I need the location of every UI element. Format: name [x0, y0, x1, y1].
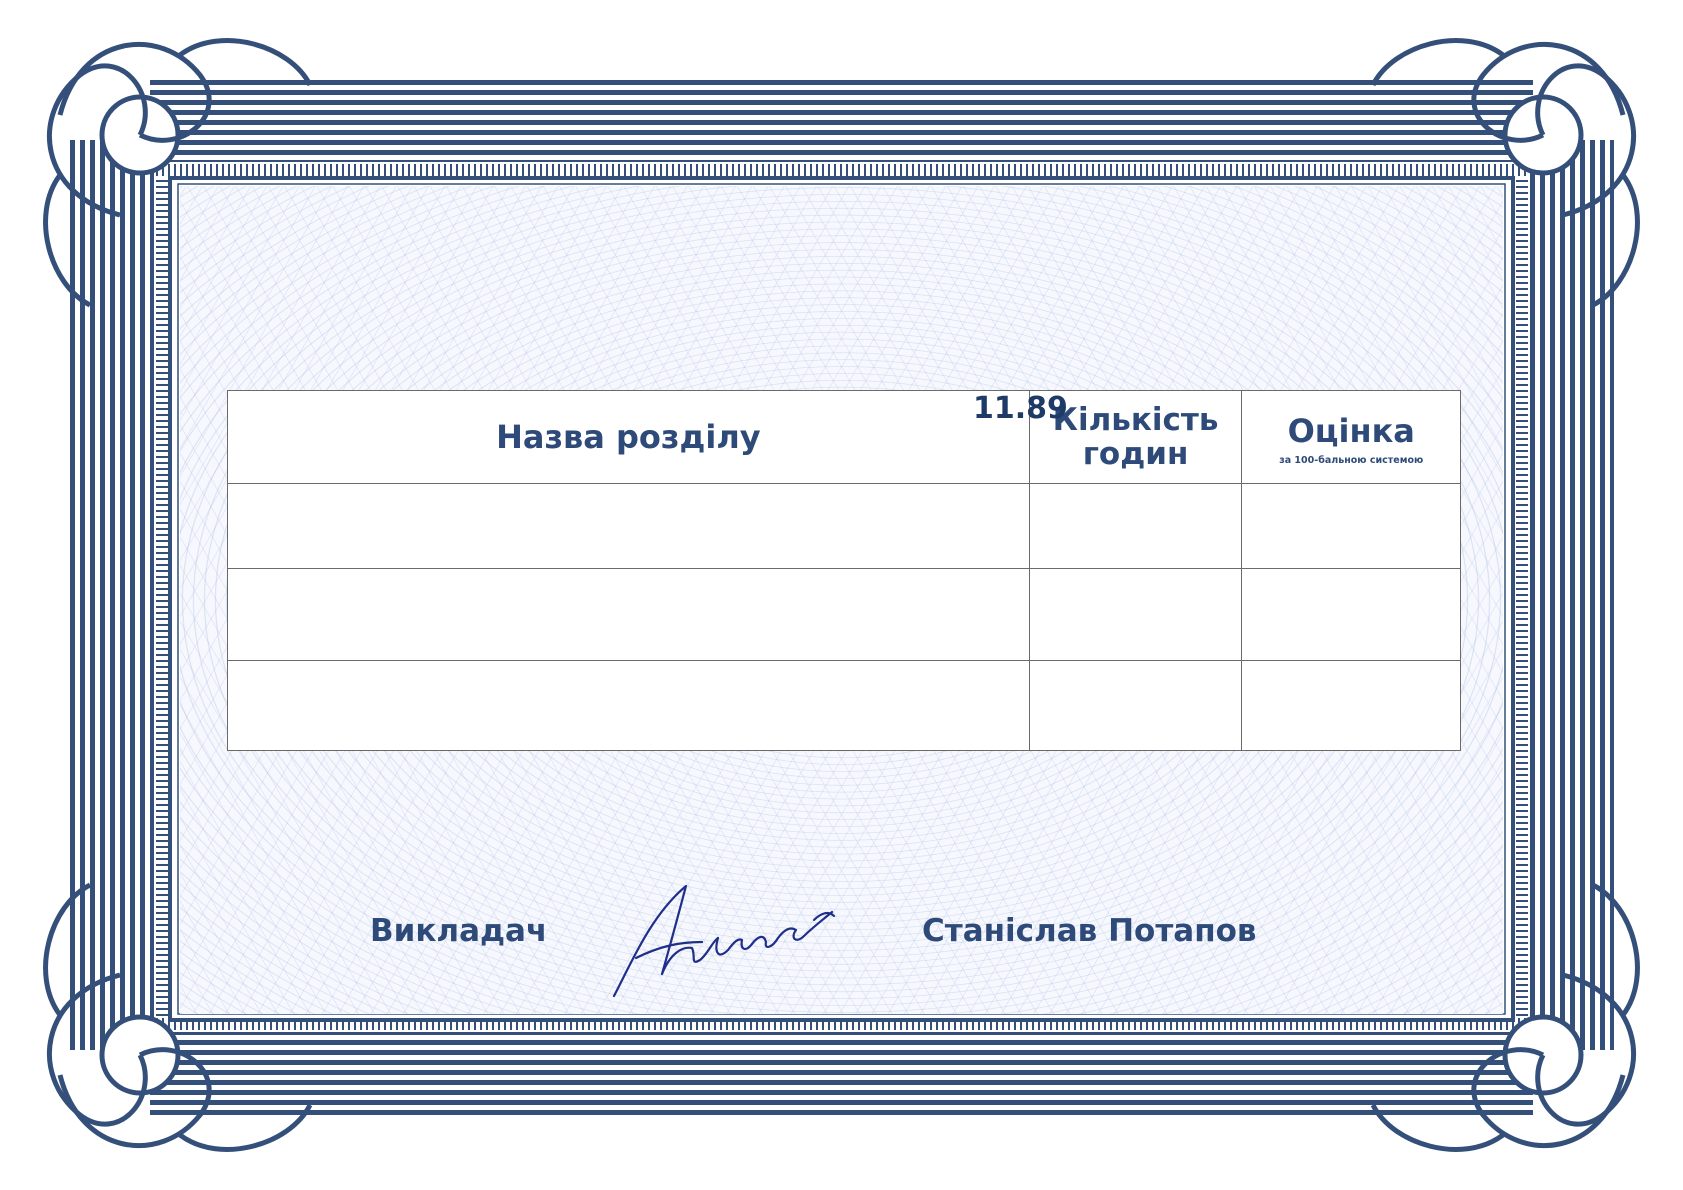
cell-section[interactable]: [228, 484, 1030, 569]
header-grade-title: Оцінка: [1287, 411, 1415, 450]
cell-grade[interactable]: [1242, 569, 1461, 661]
cell-section[interactable]: [228, 661, 1030, 751]
header-section-name: Назва розділу: [228, 391, 1030, 484]
teacher-name: Станіслав Потапов: [922, 913, 1257, 949]
teacher-label: Викладач: [370, 913, 548, 949]
header-grade: [1242, 391, 1461, 484]
overlay-number: 11.89: [973, 391, 1068, 426]
table-row: [228, 661, 1461, 751]
signature-image: [600, 876, 840, 1006]
table-header-row: [228, 391, 1461, 484]
cell-grade[interactable]: [1242, 661, 1461, 751]
table-row: [228, 484, 1461, 569]
header-grade-note: за 100-бальною системою: [1279, 454, 1424, 466]
cell-section[interactable]: [228, 569, 1030, 661]
cell-hours[interactable]: [1029, 569, 1242, 661]
header-hours-line1: Кількість: [1052, 402, 1219, 438]
cell-hours[interactable]: [1029, 484, 1242, 569]
cell-hours[interactable]: [1029, 661, 1242, 751]
table-row: [228, 569, 1461, 661]
header-hours-line2: годин: [1082, 436, 1189, 472]
grades-table: [227, 390, 1461, 751]
cell-grade[interactable]: [1242, 484, 1461, 569]
